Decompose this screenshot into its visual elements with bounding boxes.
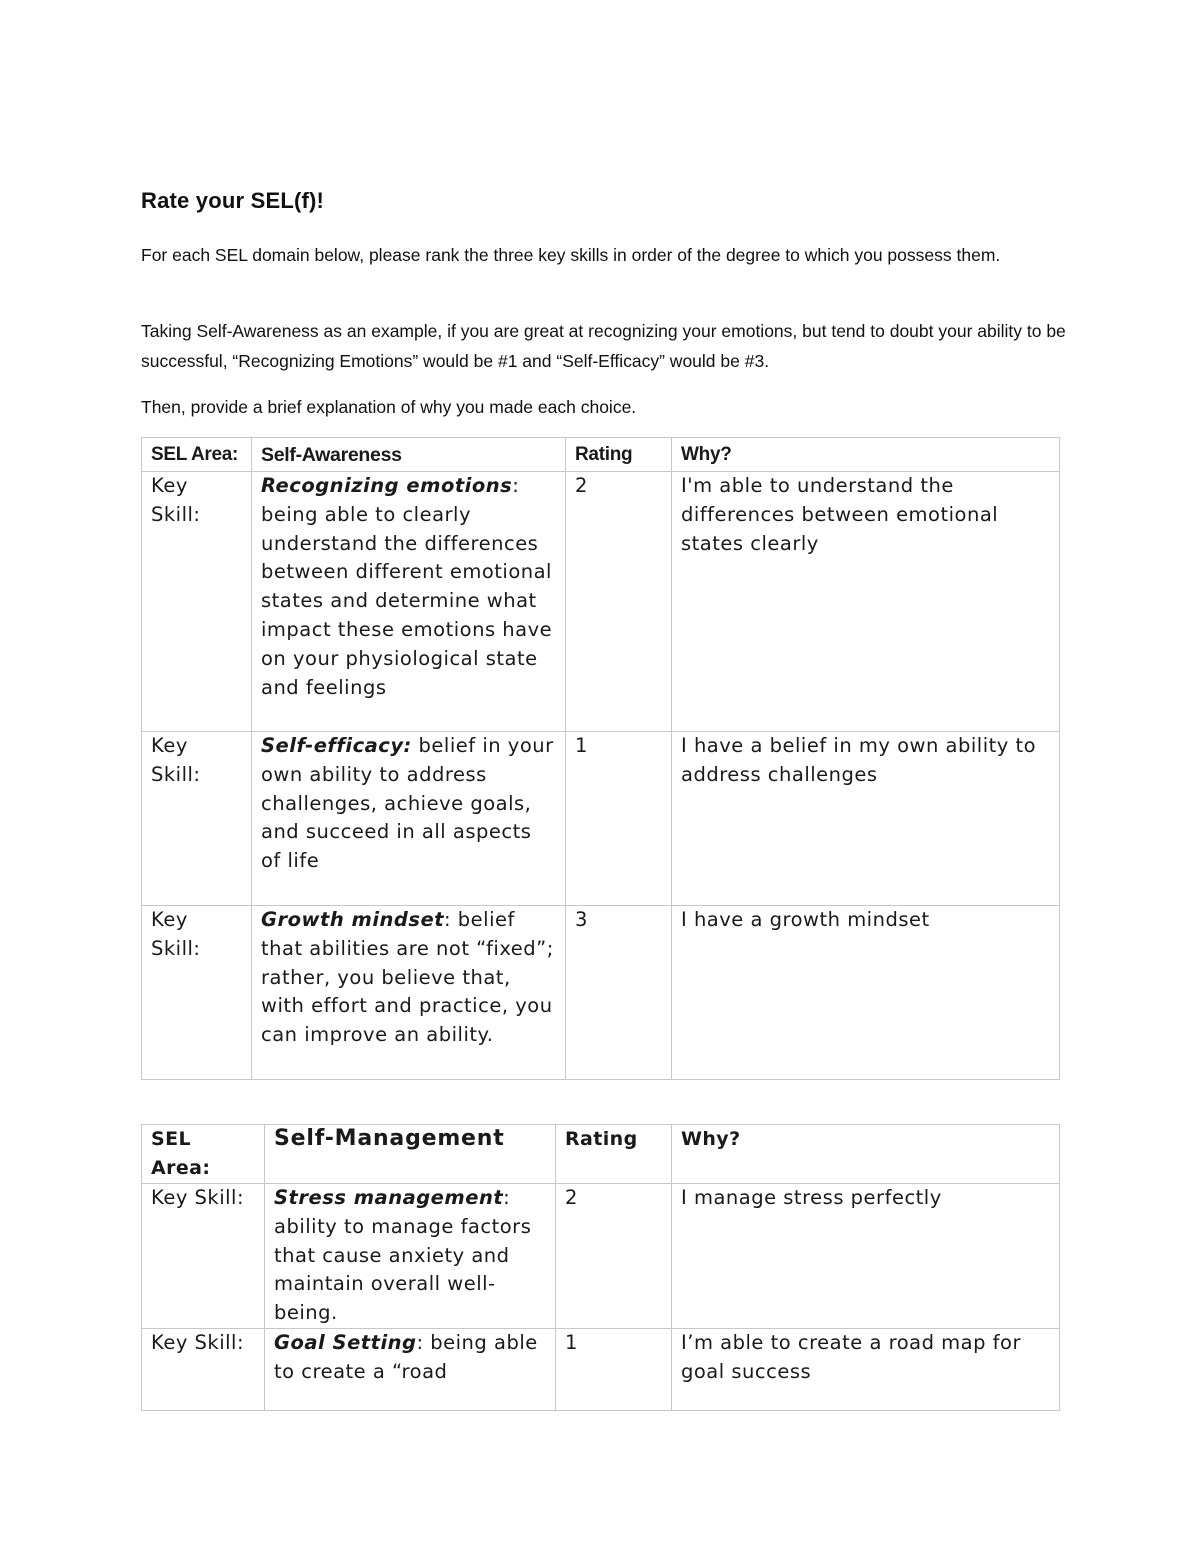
rating-cell[interactable]: 2 [566,472,672,732]
skill-description-cell[interactable] [265,1184,556,1329]
sel-area-label: SEL Area: [142,1125,265,1184]
sel-area-label: SEL Area: [142,438,252,472]
skill-separator: : [444,908,452,931]
rating-cell[interactable]: 2 [556,1184,672,1329]
rating-cell[interactable]: 1 [566,732,672,906]
table-header-row [142,1125,1060,1184]
skill-description: ability to manage factors that cause anxiety and maintain overall well-being. [274,1214,532,1325]
skill-name: Stress management [274,1186,504,1209]
skill-separator: : [512,474,520,497]
key-skill-label: Key Skill: [142,472,252,732]
self-management-table [141,1124,1060,1411]
skill-separator: : [416,1331,424,1354]
rating-cell[interactable]: 1 [556,1329,672,1411]
sel-area-name: Self-Management [265,1125,556,1184]
skill-name: Recognizing emotions [261,474,513,497]
why-header: Why? [672,438,1060,472]
table-row [142,1329,1060,1411]
table-row [142,1184,1060,1329]
why-header: Why? [672,1125,1060,1184]
why-cell[interactable]: I manage stress perfectly [672,1184,1060,1329]
skill-description-cell[interactable] [252,732,566,906]
why-cell[interactable]: I have a belief in my own ability to address challenges [672,732,1060,906]
skill-description: belief that abilities are not “fixed”; rather, you believe that, with effort and practice, you can improve an ability. [261,908,554,1047]
skill-description-cell[interactable] [252,906,566,1080]
skill-name: Self-efficacy: [261,734,412,757]
skill-separator: : [503,1186,511,1209]
rating-header: Rating [556,1125,672,1184]
table-row [142,472,1060,732]
rating-header: Rating [566,438,672,472]
why-cell[interactable]: I have a growth mindset [672,906,1060,1080]
rating-cell[interactable]: 3 [566,906,672,1080]
skill-description: being able to clearly understand the differences between different emotional states and determine what impact these emotions have on your physiological state and feelings [261,502,553,699]
intro-paragraph-example: Taking Self-Awareness as an example, if you are great at recognizing your emotions, but tend to doubt your ability to be successful, “Recognizing Emotions” would be #1 and “Self-Efficacy” would be #3. [141,321,1066,371]
sel-area-name: Self-Awareness [252,438,566,472]
key-skill-label: Key Skill: [142,732,252,906]
skill-description-cell[interactable] [252,472,566,732]
skill-name: Goal Setting [274,1331,417,1354]
skill-description: being able to create a “road [274,1331,538,1383]
key-skill-label: Key Skill: [142,906,252,1080]
table-row [142,732,1060,906]
page-title: Rate your SEL(f)! [141,188,325,213]
intro-paragraph-instructions: For each SEL domain below, please rank the three key skills in order of the degree to which you possess them. [141,245,1001,265]
intro-paragraph-explanation: Then, provide a brief explanation of why you made each choice. [141,397,637,417]
skill-name: Growth mindset [261,908,445,931]
key-skill-label: Key Skill: [142,1184,265,1329]
why-cell[interactable]: I’m able to create a road map for goal success [672,1329,1060,1411]
skill-description-cell[interactable] [265,1329,556,1411]
why-cell[interactable]: I'm able to understand the differences between emotional states clearly [672,472,1060,732]
self-awareness-table [141,437,1060,1080]
table-header-row [142,438,1060,472]
table-row [142,906,1060,1080]
key-skill-label: Key Skill: [142,1329,265,1411]
skill-description: belief in your own ability to address challenges, achieve goals, and succeed in all aspects of life [261,734,554,873]
